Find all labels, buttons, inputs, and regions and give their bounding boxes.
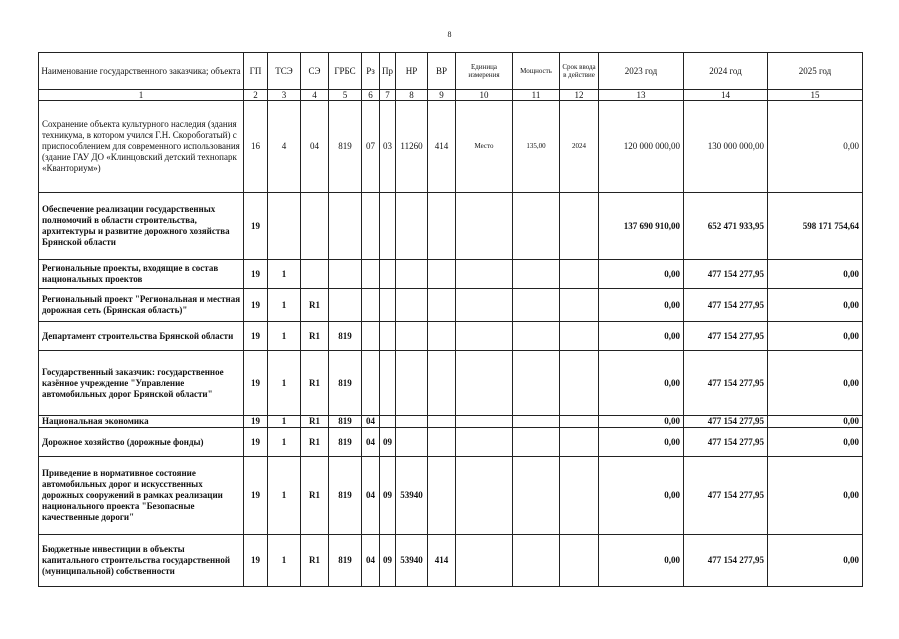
col-number: 3 (268, 90, 301, 101)
table-row (39, 416, 863, 428)
row-vr: 414 (428, 535, 456, 587)
capital-construction-table (38, 52, 863, 587)
row-vr (428, 416, 456, 428)
row-name: Государственный заказчик: государственное казённое учреждение "Управление автомобильных дорог Брянской области" (39, 351, 244, 416)
row-nr (396, 428, 428, 457)
row-se: 04 (301, 101, 329, 193)
row-unit (456, 428, 513, 457)
row-2025: 0,00 (768, 457, 863, 535)
row-se: R1 (301, 457, 329, 535)
row-grbs (329, 289, 362, 322)
row-nr: 53940 (396, 457, 428, 535)
row-gp: 19 (244, 535, 268, 587)
row-vr (428, 428, 456, 457)
row-unit (456, 322, 513, 351)
row-vr (428, 289, 456, 322)
col-number: 8 (396, 90, 428, 101)
header-row (39, 53, 863, 90)
row-nr (396, 322, 428, 351)
row-2025: 0,00 (768, 322, 863, 351)
col-number: 4 (301, 90, 329, 101)
row-vr: 414 (428, 101, 456, 193)
row-commissioning (560, 457, 599, 535)
row-grbs: 819 (329, 428, 362, 457)
row-2023: 0,00 (599, 351, 684, 416)
row-rz: 04 (362, 535, 380, 587)
row-2024: 652 471 933,95 (684, 193, 768, 260)
row-tse: 4 (268, 101, 301, 193)
row-2024: 477 154 277,95 (684, 416, 768, 428)
table-row (39, 260, 863, 289)
col-number: 12 (560, 90, 599, 101)
row-nr (396, 260, 428, 289)
page-number: 8 (447, 30, 452, 39)
row-capacity (513, 416, 560, 428)
col-number: 14 (684, 90, 768, 101)
row-unit (456, 457, 513, 535)
header-2023: 2023 год (599, 53, 684, 90)
row-se: R1 (301, 416, 329, 428)
header-rz: Рз (362, 53, 380, 90)
table-row (39, 101, 863, 193)
row-pr (380, 260, 396, 289)
row-commissioning (560, 322, 599, 351)
row-tse (268, 193, 301, 260)
row-2023: 0,00 (599, 457, 684, 535)
row-2025: 0,00 (768, 101, 863, 193)
header-pr: Пр (380, 53, 396, 90)
header-commissioning: Срок ввода в действие (560, 53, 599, 90)
row-capacity (513, 193, 560, 260)
row-gp: 16 (244, 101, 268, 193)
row-unit: Место (456, 101, 513, 193)
row-grbs: 819 (329, 101, 362, 193)
row-nr (396, 289, 428, 322)
row-2023: 120 000 000,00 (599, 101, 684, 193)
row-commissioning: 2024 (560, 101, 599, 193)
row-capacity: 135,00 (513, 101, 560, 193)
row-se (301, 260, 329, 289)
col-number: 13 (599, 90, 684, 101)
header-se: СЭ (301, 53, 329, 90)
row-rz: 04 (362, 416, 380, 428)
row-commissioning (560, 535, 599, 587)
row-pr (380, 416, 396, 428)
row-2025: 598 171 754,64 (768, 193, 863, 260)
header-2025: 2025 год (768, 53, 863, 90)
row-rz (362, 289, 380, 322)
row-tse: 1 (268, 428, 301, 457)
row-rz (362, 351, 380, 416)
col-number: 15 (768, 90, 863, 101)
row-capacity (513, 457, 560, 535)
table-row (39, 457, 863, 535)
row-2024: 477 154 277,95 (684, 289, 768, 322)
row-2025: 0,00 (768, 428, 863, 457)
row-name: Региональный проект "Региональная и местная дорожная сеть (Брянская область)" (39, 289, 244, 322)
row-unit (456, 416, 513, 428)
col-number: 7 (380, 90, 396, 101)
row-name: Бюджетные инвестиции в объекты капитального строительства государственной (муниципальной) собственности (39, 535, 244, 587)
header-2024: 2024 год (684, 53, 768, 90)
col-number: 6 (362, 90, 380, 101)
row-gp: 19 (244, 351, 268, 416)
row-pr (380, 289, 396, 322)
row-pr (380, 193, 396, 260)
row-commissioning (560, 193, 599, 260)
row-commissioning (560, 416, 599, 428)
row-grbs: 819 (329, 535, 362, 587)
header-grbs: ГРБС (329, 53, 362, 90)
row-grbs (329, 193, 362, 260)
row-rz: 04 (362, 457, 380, 535)
row-rz: 04 (362, 428, 380, 457)
row-rz (362, 260, 380, 289)
row-commissioning (560, 289, 599, 322)
row-2025: 0,00 (768, 289, 863, 322)
row-unit (456, 351, 513, 416)
row-capacity (513, 351, 560, 416)
header-gp: ГП (244, 53, 268, 90)
row-2023: 137 690 910,00 (599, 193, 684, 260)
row-2023: 0,00 (599, 289, 684, 322)
row-2025: 0,00 (768, 351, 863, 416)
row-nr: 53940 (396, 535, 428, 587)
row-vr (428, 457, 456, 535)
row-capacity (513, 535, 560, 587)
row-2023: 0,00 (599, 260, 684, 289)
table-row (39, 428, 863, 457)
row-vr (428, 260, 456, 289)
row-name: Сохранение объекта культурного наследия (здания техникума, в котором учился Г.Н. Скоробогатый) с приспособлением для современного использования (здание ГАУ ДО «Клинцовский детский технопарк «Кванториум») (39, 101, 244, 193)
row-gp: 19 (244, 322, 268, 351)
row-nr: 11260 (396, 101, 428, 193)
row-gp: 19 (244, 457, 268, 535)
row-se: R1 (301, 289, 329, 322)
row-pr: 09 (380, 428, 396, 457)
row-tse: 1 (268, 289, 301, 322)
header-name: Наименование государственного заказчика; объекта (39, 53, 244, 90)
table-row (39, 193, 863, 260)
row-nr (396, 193, 428, 260)
row-2023: 0,00 (599, 535, 684, 587)
table-row (39, 322, 863, 351)
col-number: 5 (329, 90, 362, 101)
row-2023: 0,00 (599, 416, 684, 428)
row-pr: 09 (380, 457, 396, 535)
row-vr (428, 193, 456, 260)
row-2024: 477 154 277,95 (684, 535, 768, 587)
row-grbs: 819 (329, 322, 362, 351)
col-number: 11 (513, 90, 560, 101)
row-se: R1 (301, 535, 329, 587)
row-2023: 0,00 (599, 322, 684, 351)
row-grbs: 819 (329, 416, 362, 428)
column-number-row (39, 90, 863, 101)
row-rz (362, 322, 380, 351)
row-rz (362, 193, 380, 260)
row-pr (380, 351, 396, 416)
col-number: 9 (428, 90, 456, 101)
row-gp: 19 (244, 428, 268, 457)
row-se (301, 193, 329, 260)
row-2024: 477 154 277,95 (684, 428, 768, 457)
header-capacity: Мощность (513, 53, 560, 90)
row-pr (380, 322, 396, 351)
row-grbs: 819 (329, 457, 362, 535)
row-tse: 1 (268, 351, 301, 416)
row-tse: 1 (268, 260, 301, 289)
header-vr: ВР (428, 53, 456, 90)
row-2024: 477 154 277,95 (684, 457, 768, 535)
row-tse: 1 (268, 535, 301, 587)
row-pr: 09 (380, 535, 396, 587)
row-rz: 07 (362, 101, 380, 193)
row-se: R1 (301, 351, 329, 416)
header-nr: НР (396, 53, 428, 90)
row-unit (456, 193, 513, 260)
row-gp: 19 (244, 260, 268, 289)
row-name: Региональные проекты, входящие в состав национальных проектов (39, 260, 244, 289)
row-capacity (513, 260, 560, 289)
row-capacity (513, 428, 560, 457)
row-pr: 03 (380, 101, 396, 193)
row-2025: 0,00 (768, 535, 863, 587)
col-number: 1 (39, 90, 244, 101)
row-gp: 19 (244, 193, 268, 260)
row-capacity (513, 289, 560, 322)
row-grbs (329, 260, 362, 289)
row-capacity (513, 322, 560, 351)
row-name: Обеспечение реализации государственных полномочий в области строительства, архитектуры и развитие дорожного хозяйства Брянской области (39, 193, 244, 260)
row-gp: 19 (244, 289, 268, 322)
row-vr (428, 322, 456, 351)
table-row (39, 289, 863, 322)
header-tse: ТСЭ (268, 53, 301, 90)
row-commissioning (560, 351, 599, 416)
row-name: Национальная экономика (39, 416, 244, 428)
row-name: Приведение в нормативное состояние автомобильных дорог и искусственных дорожных сооружений в рамках реализации национального проекта "Безопасные качественные дороги" (39, 457, 244, 535)
row-commissioning (560, 428, 599, 457)
row-tse: 1 (268, 457, 301, 535)
row-2025: 0,00 (768, 416, 863, 428)
row-2024: 477 154 277,95 (684, 260, 768, 289)
row-unit (456, 260, 513, 289)
header-unit: Единица измерения (456, 53, 513, 90)
row-unit (456, 535, 513, 587)
row-name: Департамент строительства Брянской области (39, 322, 244, 351)
row-vr (428, 351, 456, 416)
col-number: 2 (244, 90, 268, 101)
row-commissioning (560, 260, 599, 289)
row-2024: 130 000 000,00 (684, 101, 768, 193)
table-row (39, 535, 863, 587)
row-2024: 477 154 277,95 (684, 322, 768, 351)
col-number: 10 (456, 90, 513, 101)
row-tse: 1 (268, 322, 301, 351)
row-se: R1 (301, 428, 329, 457)
row-name: Дорожное хозяйство (дорожные фонды) (39, 428, 244, 457)
row-tse: 1 (268, 416, 301, 428)
row-2023: 0,00 (599, 428, 684, 457)
row-nr (396, 416, 428, 428)
row-2024: 477 154 277,95 (684, 351, 768, 416)
row-unit (456, 289, 513, 322)
row-2025: 0,00 (768, 260, 863, 289)
row-gp: 19 (244, 416, 268, 428)
row-nr (396, 351, 428, 416)
row-se: R1 (301, 322, 329, 351)
row-grbs: 819 (329, 351, 362, 416)
table-row (39, 351, 863, 416)
